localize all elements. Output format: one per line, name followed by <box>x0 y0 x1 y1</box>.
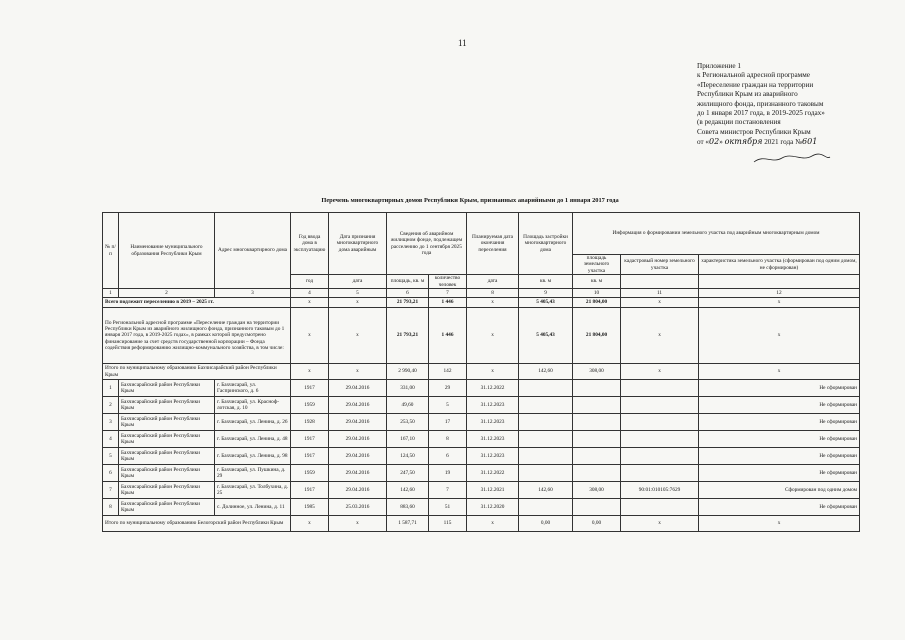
row-planned-date: 31.12.2020 <box>467 499 519 516</box>
col-number: 7 <box>429 289 467 298</box>
summary-cell: 0,00 <box>573 516 621 532</box>
summary-cell: x <box>699 308 860 364</box>
row-land-area <box>573 499 621 516</box>
row-cadastral <box>621 448 699 465</box>
row-emergency-date: 29.04.2016 <box>329 397 387 414</box>
row-built-area <box>519 465 573 482</box>
summary-row <box>103 308 860 364</box>
col-number: 3 <box>215 289 291 298</box>
row-people: 17 <box>429 414 467 431</box>
unit-cell <box>621 275 699 289</box>
row-address: г. Бахчисарай, ул. Ленина, д. 48 <box>215 431 291 448</box>
unit-cell: кв. м <box>573 275 621 289</box>
row-area: 167,10 <box>387 431 429 448</box>
summary-cell: x <box>329 516 387 532</box>
row-land-char: Не сформирован <box>699 448 860 465</box>
row-area: 331,00 <box>387 380 429 397</box>
row-planned-date: 31.12.2023 <box>467 397 519 414</box>
row-year: 1928 <box>291 414 329 431</box>
header-emergency-date: Дата признания многоквартирного дома аварийным <box>329 213 387 275</box>
table-row <box>103 431 860 448</box>
row-year: 1917 <box>291 482 329 499</box>
summary-cell: 1 446 <box>429 298 467 308</box>
header-num: № п/п <box>103 213 119 289</box>
summary-cell: x <box>467 308 519 364</box>
row-land-char: Не сформирован <box>699 431 860 448</box>
row-year: 1917 <box>291 431 329 448</box>
col-number: 8 <box>467 289 519 298</box>
row-municipality: Бахчисарайский район Республики Крым <box>119 380 215 397</box>
summary-row <box>103 298 860 308</box>
row-land-char: Не сформирован <box>699 414 860 431</box>
summary-cell: 5 405,43 <box>519 308 573 364</box>
summary-cell: 2 990,40 <box>387 364 429 380</box>
row-number: 7 <box>103 482 119 499</box>
row-land-area <box>573 465 621 482</box>
summary-cell: 21 804,00 <box>573 308 621 364</box>
row-land-area: 308,00 <box>573 482 621 499</box>
row-address: г. Бахчисарай, ул. Пушкина, д. 29 <box>215 465 291 482</box>
handwritten-number: 601 <box>802 137 818 147</box>
row-planned-date: 31.12.2023 <box>467 431 519 448</box>
row-planned-date: 31.12.2023 <box>467 448 519 465</box>
summary-label: Итого по муниципальному образованию Белогорский район Республики Крым <box>103 516 291 532</box>
row-number: 8 <box>103 499 119 516</box>
summary-cell: 21 804,00 <box>573 298 621 308</box>
row-cadastral <box>621 397 699 414</box>
row-municipality: Бахчисарайский район Республики Крым <box>119 448 215 465</box>
col-number: 12 <box>699 289 860 298</box>
col-number: 10 <box>573 289 621 298</box>
summary-cell: x <box>621 308 699 364</box>
summary-cell: x <box>699 364 860 380</box>
summary-cell: x <box>621 364 699 380</box>
summary-cell: 21 793,21 <box>387 298 429 308</box>
appendix-line: к Региональной адресной программе <box>697 71 810 80</box>
row-built-area: 142,60 <box>519 482 573 499</box>
summary-cell: x <box>291 516 329 532</box>
row-built-area <box>519 397 573 414</box>
row-people: 29 <box>429 380 467 397</box>
unit-cell: дата <box>467 275 519 289</box>
row-municipality: Бахчисарайский район Республики Крым <box>119 465 215 482</box>
table-row <box>103 465 860 482</box>
row-people: 7 <box>429 482 467 499</box>
row-land-area <box>573 448 621 465</box>
col-number: 4 <box>291 289 329 298</box>
row-land-area <box>573 431 621 448</box>
summary-row <box>103 364 860 380</box>
summary-cell: 142,60 <box>519 364 573 380</box>
row-number: 5 <box>103 448 119 465</box>
row-area: 124,50 <box>387 448 429 465</box>
table-row <box>103 380 860 397</box>
row-cadastral <box>621 465 699 482</box>
unit-cell: площадь, кв. м <box>387 275 429 289</box>
row-year: 1917 <box>291 380 329 397</box>
header-row <box>103 213 860 255</box>
row-emergency-date: 29.04.2016 <box>329 482 387 499</box>
handwritten-month: октября <box>724 137 763 147</box>
col-number: 6 <box>387 289 429 298</box>
appendix-line: Совета министров Республики Крым <box>697 127 811 136</box>
row-address: с. Долинное, ул. Ленина, д. 11 <box>215 499 291 516</box>
summary-cell: x <box>291 308 329 364</box>
unit-cell: дата <box>329 275 387 289</box>
appendix-line: Республики Крым из аварийного <box>697 90 798 99</box>
col-number: 9 <box>519 289 573 298</box>
row-planned-date: 31.12.2021 <box>467 482 519 499</box>
row-area: 49,60 <box>387 397 429 414</box>
handwritten-day: 02 <box>709 137 720 147</box>
row-number: 6 <box>103 465 119 482</box>
row-address: г. Бахчисарай, ул. Ленина, д. 26 <box>215 414 291 431</box>
summary-cell: x <box>329 364 387 380</box>
appendix-line: до 1 января 2017 года, в 2019-2025 годах» <box>697 109 825 118</box>
row-people: 51 <box>429 499 467 516</box>
row-year: 1985 <box>291 499 329 516</box>
summary-cell: 115 <box>429 516 467 532</box>
row-people: 8 <box>429 431 467 448</box>
row-land-char: Не сформирован <box>699 397 860 414</box>
col-number: 5 <box>329 289 387 298</box>
summary-cell: 308,00 <box>573 364 621 380</box>
summary-label: По Региональной адресной программе «Переселение граждан на территории Республики Крым из аварийного жилищного фонда, признанного таковым до 1 января 2017 года, в 2019-2025 годах», в рамках которой предусмотрено финансирование за счет средств государственной корпорации – Фонда содействия реформированию жилищно-коммунального хозяйства, в том числе: <box>103 308 291 364</box>
row-land-area <box>573 380 621 397</box>
row-address: г. Бахчисарай, ул. Толбухина, д. 25 <box>215 482 291 499</box>
row-year: 1959 <box>291 397 329 414</box>
header-municipality: Наименование муниципального образования Республики Крым <box>119 213 215 289</box>
row-land-char: Не сформирован <box>699 499 860 516</box>
summary-cell: 21 793,21 <box>387 308 429 364</box>
date-prefix: от « <box>697 138 710 147</box>
signature-stroke-icon <box>752 152 832 166</box>
header-land-char: характеристика земельного участка (сформирован под одним домом, не сформирован) <box>699 255 860 275</box>
row-area: 247,50 <box>387 465 429 482</box>
row-planned-date: 31.12.2022 <box>467 380 519 397</box>
row-address: г. Бахчисарай, ул. Ленина, д. 98 <box>215 448 291 465</box>
appendix-line: (в редакции постановления <box>697 118 781 127</box>
header-relocation: Сведения об аварийном жилищном фонде, подлежащем расселению до 1 сентября 2025 года <box>387 213 467 275</box>
housing-table <box>102 212 860 532</box>
row-emergency-date: 29.04.2016 <box>329 465 387 482</box>
row-built-area <box>519 431 573 448</box>
appendix-date-line <box>697 137 853 147</box>
row-year: 1959 <box>291 465 329 482</box>
page-number: 11 <box>458 38 467 48</box>
summary-cell: x <box>699 298 860 308</box>
summary-cell: x <box>699 516 860 532</box>
row-built-area <box>519 414 573 431</box>
row-emergency-date: 29.04.2016 <box>329 414 387 431</box>
column-number-row <box>103 289 860 298</box>
row-area: 883,60 <box>387 499 429 516</box>
row-people: 19 <box>429 465 467 482</box>
row-municipality: Бахчисарайский район Республики Крым <box>119 397 215 414</box>
row-emergency-date: 29.04.2016 <box>329 431 387 448</box>
appendix-block <box>697 62 853 148</box>
summary-cell: 5 405,43 <box>519 298 573 308</box>
summary-cell: 1 587,71 <box>387 516 429 532</box>
row-cadastral <box>621 499 699 516</box>
row-planned-date: 31.12.2022 <box>467 465 519 482</box>
row-emergency-date: 29.04.2016 <box>329 448 387 465</box>
summary-cell: 0,00 <box>519 516 573 532</box>
summary-cell: x <box>467 516 519 532</box>
row-area: 253,50 <box>387 414 429 431</box>
row-people: 5 <box>429 397 467 414</box>
row-land-char: Не сформирован <box>699 465 860 482</box>
row-number: 4 <box>103 431 119 448</box>
row-address: г. Бахчисарай, ул. Гаспринского, д. 6 <box>215 380 291 397</box>
row-built-area <box>519 380 573 397</box>
row-address: г. Бахчисарай, ул. Краснофлотская, д. 10 <box>215 397 291 414</box>
row-cadastral: 90:01:010105:7629 <box>621 482 699 499</box>
table-row <box>103 414 860 431</box>
header-year: Год ввода дома в эксплуатацию <box>291 213 329 275</box>
header-land-area: площадь земельного участка <box>573 255 621 275</box>
row-built-area <box>519 499 573 516</box>
summary-cell: x <box>467 364 519 380</box>
table-row <box>103 499 860 516</box>
row-emergency-date: 29.04.2016 <box>329 380 387 397</box>
unit-cell: год <box>291 275 329 289</box>
row-municipality: Бахчисарайский район Республики Крым <box>119 499 215 516</box>
header-cadastral: кадастровый номер земельного участка <box>621 255 699 275</box>
row-land-char: Сформирован под одним домом <box>699 482 860 499</box>
row-area: 142,60 <box>387 482 429 499</box>
final-summary-row <box>103 516 860 532</box>
col-number: 2 <box>119 289 215 298</box>
summary-cell: x <box>621 516 699 532</box>
appendix-line: Приложение 1 <box>697 62 741 70</box>
row-number: 2 <box>103 397 119 414</box>
date-suffix: 2021 года № <box>764 138 803 147</box>
summary-cell: x <box>291 364 329 380</box>
summary-cell: 142 <box>429 364 467 380</box>
row-cadastral <box>621 431 699 448</box>
row-municipality: Бахчисарайский район Республики Крым <box>119 414 215 431</box>
table-row <box>103 482 860 499</box>
header-planned-date: Планируемая дата окончания переселения <box>467 213 519 275</box>
summary-label: Всего подлежит переселению в 2019 – 2025 гг. <box>103 298 291 308</box>
row-land-char: Не сформирован <box>699 380 860 397</box>
row-built-area <box>519 448 573 465</box>
row-year: 1917 <box>291 448 329 465</box>
row-planned-date: 31.12.2023 <box>467 414 519 431</box>
row-municipality: Бахчисарайский район Республики Крым <box>119 482 215 499</box>
appendix-line: «Переселение граждан на территории <box>697 80 814 89</box>
row-municipality: Бахчисарайский район Республики Крым <box>119 431 215 448</box>
col-number: 11 <box>621 289 699 298</box>
appendix-line: жилищного фонда, признанного таковым <box>697 99 824 108</box>
unit-cell: кв. м <box>519 275 573 289</box>
summary-cell: x <box>329 298 387 308</box>
row-cadastral <box>621 380 699 397</box>
summary-cell: x <box>291 298 329 308</box>
row-emergency-date: 25.03.2016 <box>329 499 387 516</box>
row-number: 3 <box>103 414 119 431</box>
summary-label: Итого по муниципальному образованию Бахчисарайский район Республики Крым <box>103 364 291 380</box>
summary-cell: x <box>329 308 387 364</box>
summary-cell: 1 446 <box>429 308 467 364</box>
date-mid: » <box>719 138 723 147</box>
table-row <box>103 397 860 414</box>
row-number: 1 <box>103 380 119 397</box>
row-land-area <box>573 414 621 431</box>
table-row <box>103 448 860 465</box>
row-land-area <box>573 397 621 414</box>
summary-cell: x <box>467 298 519 308</box>
row-cadastral <box>621 414 699 431</box>
col-number: 1 <box>103 289 119 298</box>
unit-cell <box>699 275 860 289</box>
header-built-area: Площадь застройки многоквартирного дома <box>519 213 573 275</box>
unit-cell: количество человек <box>429 275 467 289</box>
document-title: Перечень многоквартирных домов Республики Крым, признанных аварийными до 1 января 2017 года <box>321 197 619 204</box>
row-people: 6 <box>429 448 467 465</box>
header-land-info: Информация о формировании земельного участка под аварийным многоквартирным домом <box>573 213 860 255</box>
summary-cell: x <box>621 298 699 308</box>
header-address: Адрес многоквартирного дома <box>215 213 291 289</box>
data-rows <box>103 380 860 516</box>
